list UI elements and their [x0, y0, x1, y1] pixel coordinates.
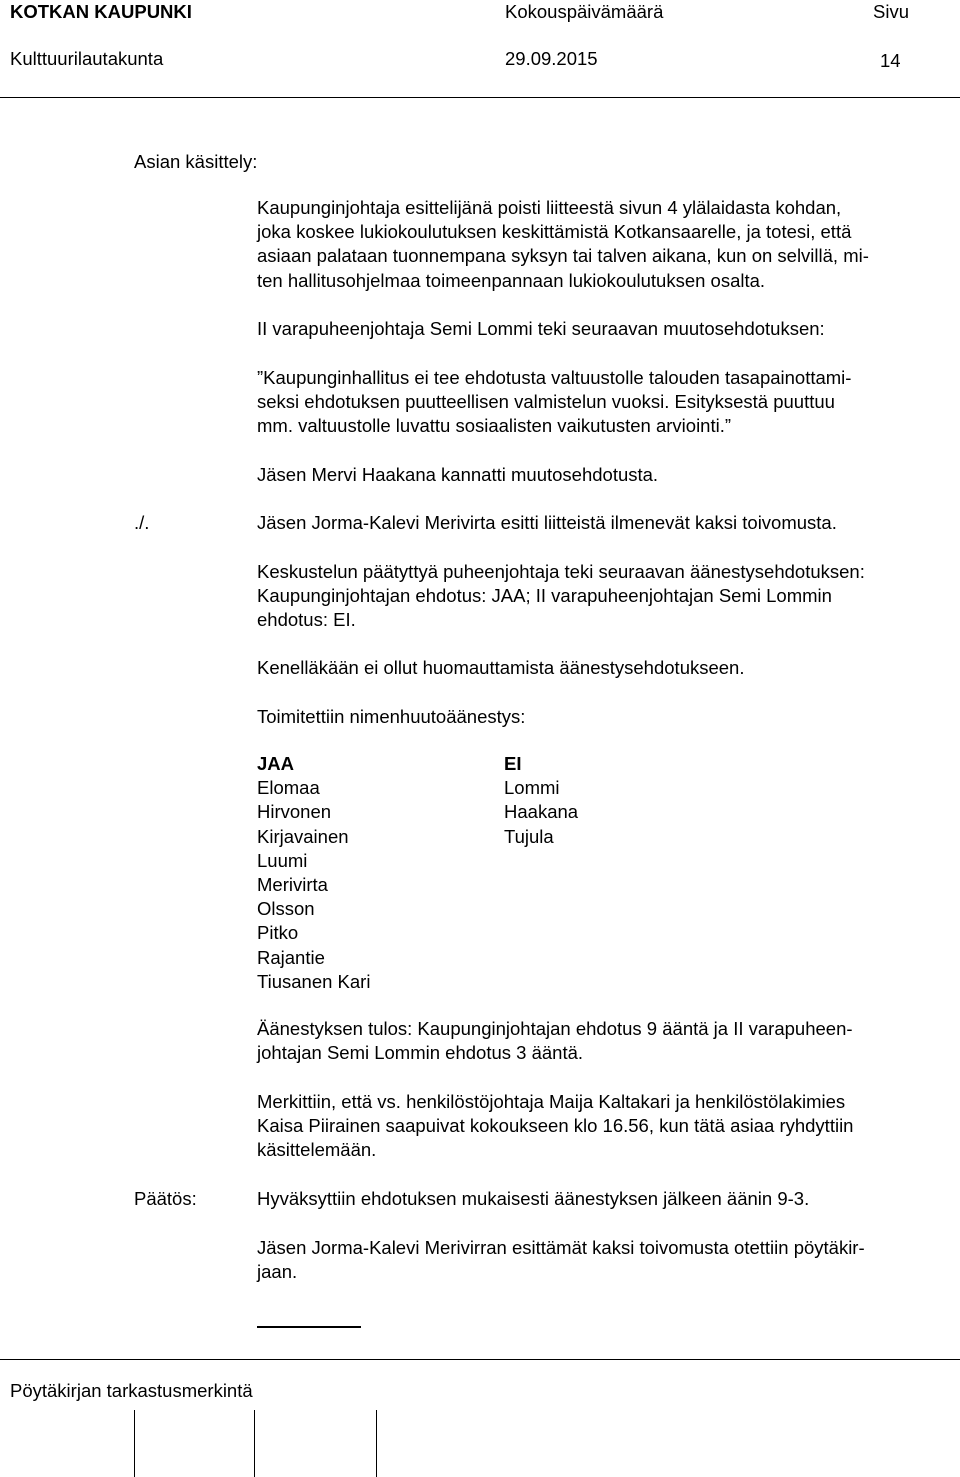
paragraph-line: Kaupunginjohtajan ehdotus: JAA; II varapuheenjohtajan Semi Lommin — [257, 585, 832, 607]
paragraph-wishes-recorded — [257, 1236, 957, 1284]
voter-name: Luumi — [257, 849, 308, 871]
paragraph-line: Hyväksyttiin ehdotuksen mukaisesti äänestyksen jälkeen äänin 9-3. — [257, 1188, 810, 1209]
paragraph-proposal-quote — [257, 366, 957, 439]
footer-label: Pöytäkirjan tarkastusmerkintä — [10, 1380, 253, 1401]
vote-yes-heading: JAA — [257, 753, 295, 774]
paragraph-seconded — [257, 463, 957, 487]
page-number: 14 — [880, 50, 901, 71]
organization-name: KOTKAN KAUPUNKI — [10, 1, 192, 22]
paragraph-line: Jäsen Jorma-Kalevi Merivirran esittämät kaksi toivomusta otettiin pöytäkir- — [257, 1237, 865, 1258]
paragraph-line: ”Kaupunginhallitus ei tee ehdotusta valtuustolle talouden tasapainottami- — [257, 367, 852, 388]
paragraph-line: asiaan palataan tuonnempana syksyn tai talven aikana, kun on selvillä, mi- — [257, 245, 869, 267]
vote-yes-column — [257, 752, 370, 994]
paragraph-line: jaan. — [257, 1261, 298, 1283]
vote-no-column — [504, 752, 578, 849]
paragraph-line: ten hallitusohjelmaa toimeenpannaan lukiokoulutuksen osalta. — [257, 269, 766, 291]
voter-name: Rajantie — [257, 946, 325, 968]
attachment-marker: ./. — [134, 512, 150, 533]
voter-name: Hirvonen — [257, 801, 332, 823]
paragraph-line: Jäsen Mervi Haakana kannatti muutosehdotusta. — [257, 464, 659, 485]
paragraph-line: käsittelemään. — [257, 1139, 377, 1161]
voter-name: Pitko — [257, 922, 299, 944]
paragraph-vote-result — [257, 1017, 957, 1065]
paragraph-line: Kaupunginjohtaja esittelijänä poisti liitteestä sivun 4 ylälaidasta kohdan, — [257, 197, 842, 218]
paragraph-line: Äänestyksen tulos: Kaupunginjohtajan ehdotus 9 ääntä ja II varapuheen- — [257, 1018, 853, 1039]
header-divider — [0, 97, 960, 98]
paragraph-wishes — [257, 511, 957, 535]
paragraph-line: Jäsen Jorma-Kalevi Merivirta esitti liitteistä ilmenevät kaksi toivomusta. — [257, 512, 837, 533]
paragraph-line: II varapuheenjohtaja Semi Lommi teki seuraavan muutosehdotuksen: — [257, 318, 825, 339]
paragraph-arrivals — [257, 1090, 957, 1163]
paragraph-line: Toimitettiin nimenhuutoäänestys: — [257, 706, 526, 727]
meeting-date-label: Kokouspäivämäärä — [505, 1, 664, 22]
voter-name: Olsson — [257, 898, 315, 920]
page-label: Sivu — [873, 1, 909, 22]
paragraph-line: Kaisa Piirainen saapuivat kokoukseen klo 16.56, kun tätä asiaa ryhdyttiin — [257, 1115, 854, 1137]
signature-line — [257, 1326, 361, 1328]
paragraph-decision — [257, 1187, 957, 1211]
voter-name: Haakana — [504, 801, 579, 823]
paragraph-line: Keskustelun päätyttyä puheenjohtaja teki seuraavan äänestysehdotuksen: — [257, 561, 865, 582]
paragraph-line: Merkittiin, että vs. henkilöstöjohtaja Maija Kaltakari ja henkilöstölakimies — [257, 1091, 846, 1112]
section-heading: Asian käsittely: — [134, 151, 258, 172]
decision-label: Päätös: — [134, 1188, 197, 1209]
voter-name: Kirjavainen — [257, 825, 349, 847]
paragraph-line: johtajan Semi Lommin ehdotus 3 ääntä. — [257, 1042, 584, 1064]
initials-box-divider — [134, 1410, 135, 1477]
paragraph-line: seksi ehdotuksen puutteellisen valmistelun vuoksi. Esityksestä puuttuu — [257, 391, 835, 413]
paragraph-vote-proposal — [257, 560, 957, 633]
paragraph-line: ehdotus: EI. — [257, 609, 356, 631]
vote-no-heading: EI — [504, 753, 522, 774]
paragraph-no-remarks — [257, 656, 957, 680]
meeting-date: 29.09.2015 — [505, 48, 598, 69]
voter-name: Elomaa — [257, 777, 320, 799]
initials-box-divider — [254, 1410, 255, 1477]
voter-name: Tujula — [504, 825, 554, 847]
paragraph-line: joka koskee lukiokoulutuksen keskittämistä Kotkansaarelle, ja totesi, että — [257, 221, 852, 243]
footer-divider — [0, 1359, 960, 1360]
voter-name: Tiusanen Kari — [257, 970, 371, 992]
paragraph-line: mm. valtuustolle luvattu sosiaalisten vaikutusten arviointi.” — [257, 415, 732, 437]
voter-name: Merivirta — [257, 874, 328, 896]
paragraph-proposal-intro — [257, 317, 957, 341]
board-name: Kulttuurilautakunta — [10, 48, 164, 69]
voter-name: Lommi — [504, 777, 560, 799]
paragraph-line: Kenelläkään ei ollut huomauttamista äänestysehdotukseen. — [257, 657, 745, 678]
paragraph-roll-call — [257, 705, 957, 729]
paragraph-removal — [257, 196, 957, 293]
initials-box-divider — [376, 1410, 377, 1477]
